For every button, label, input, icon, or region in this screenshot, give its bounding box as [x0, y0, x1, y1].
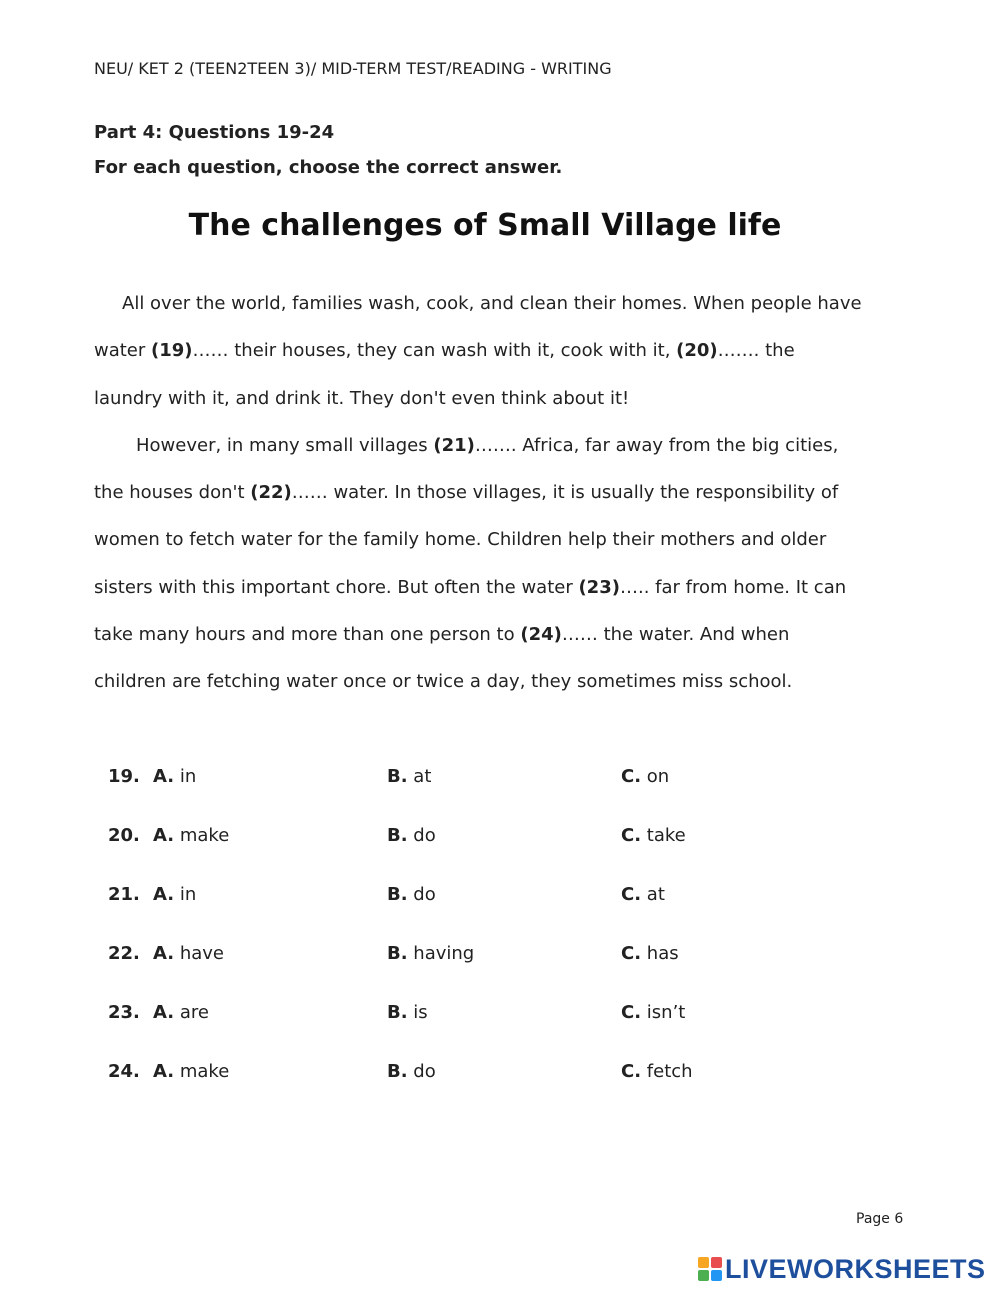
option-a[interactable] [153, 766, 196, 787]
option-text: in [179, 766, 197, 787]
question-row [108, 998, 808, 1057]
gap-19-label: (19) [151, 340, 193, 362]
option-text: make [179, 1061, 230, 1082]
option-b[interactable] [387, 825, 436, 846]
option-text: are [179, 1002, 209, 1023]
option-a[interactable] [153, 884, 196, 905]
option-letter: C. [621, 1061, 642, 1082]
logo-tile [698, 1257, 709, 1268]
question-number: 19. [108, 766, 140, 787]
option-text: on [646, 766, 670, 787]
question-row [108, 1057, 808, 1116]
question-number: 20. [108, 825, 140, 846]
passage-text: ……. the laundry with it, and drink it. They don't even think about it! [94, 340, 795, 409]
question-number: 23. [108, 1002, 140, 1023]
option-a[interactable] [153, 825, 229, 846]
option-text: do [413, 884, 436, 905]
gap-22-label: (22) [250, 482, 292, 504]
option-letter: B. [387, 1002, 408, 1023]
option-letter: B. [387, 766, 408, 787]
option-a[interactable] [153, 943, 224, 964]
option-letter: C. [621, 1002, 642, 1023]
gap-21-label: (21) [433, 434, 475, 456]
option-text: do [413, 825, 436, 846]
logo-tile [698, 1270, 709, 1281]
option-a[interactable] [153, 1002, 209, 1023]
option-text: in [179, 884, 197, 905]
logo-mark-icon [698, 1257, 722, 1281]
option-b[interactable] [387, 943, 474, 964]
option-b[interactable] [387, 1061, 436, 1082]
option-text: having [413, 943, 475, 964]
option-text: do [413, 1061, 436, 1082]
option-a[interactable] [153, 1061, 229, 1082]
option-text: is [413, 1002, 428, 1023]
passage-text: All over the world, families wash, cook, and clean their homes. When people have water [94, 293, 862, 362]
question-row [108, 762, 808, 821]
page-number: Page 6 [856, 1211, 904, 1227]
option-text: make [179, 825, 230, 846]
option-text: isn’t [646, 1002, 686, 1023]
reading-passage [94, 280, 864, 706]
passage-text: …… water. In those villages, it is usually the responsibility of women to fetch water for the family home. Children help their mothers and older sisters with this important chore. But often the water [94, 482, 839, 598]
gap-20-label: (20) [676, 340, 718, 362]
option-text: fetch [646, 1061, 693, 1082]
option-text: at [646, 884, 665, 905]
passage-text: ….. far from home. It can take many hours and more than one person to [94, 576, 847, 646]
option-letter: C. [621, 943, 642, 964]
passage-text: …… their houses, they can wash with it, cook with it, [192, 340, 677, 362]
logo-tile [711, 1257, 722, 1268]
option-letter: B. [387, 884, 408, 905]
question-number: 24. [108, 1061, 140, 1082]
option-letter: B. [387, 1061, 408, 1082]
part-instruction: For each question, choose the correct answer. [94, 157, 563, 178]
gap-23-label: (23) [578, 576, 620, 598]
option-letter: C. [621, 766, 642, 787]
option-c[interactable] [621, 1002, 685, 1023]
passage-paragraph-1 [94, 280, 864, 422]
option-c[interactable] [621, 1061, 693, 1082]
part-title: Part 4: Questions 19-24 [94, 122, 335, 143]
logo-tile [711, 1270, 722, 1281]
option-c[interactable] [621, 884, 665, 905]
passage-text: ……. Africa, far away from the big cities, the houses don't [94, 434, 839, 504]
option-letter: A. [153, 1061, 175, 1082]
option-letter: A. [153, 884, 175, 905]
passage-text: However, in many small villages [136, 434, 434, 456]
option-letter: A. [153, 1002, 175, 1023]
question-row [108, 939, 808, 998]
option-b[interactable] [387, 766, 431, 787]
option-letter: C. [621, 884, 642, 905]
option-text: at [413, 766, 432, 787]
option-letter: A. [153, 943, 175, 964]
option-letter: B. [387, 943, 408, 964]
option-letter: C. [621, 825, 642, 846]
option-c[interactable] [621, 825, 686, 846]
question-row [108, 821, 808, 880]
question-number: 22. [108, 943, 140, 964]
passage-text: …… the water. And when children are fetching water once or twice a day, they sometimes miss school. [94, 624, 793, 693]
gap-24-label: (24) [520, 624, 562, 646]
option-b[interactable] [387, 884, 436, 905]
option-c[interactable] [621, 943, 679, 964]
option-text: take [646, 825, 686, 846]
option-letter: B. [387, 825, 408, 846]
passage-paragraph-2 [94, 422, 864, 706]
option-b[interactable] [387, 1002, 428, 1023]
passage-title: The challenges of Small Village life [188, 208, 782, 243]
answer-options-list [108, 762, 808, 1116]
question-number: 21. [108, 884, 140, 905]
option-text: have [179, 943, 225, 964]
option-letter: A. [153, 766, 175, 787]
logo-text: LIVEWORKSHEETS [725, 1253, 986, 1284]
option-letter: A. [153, 825, 175, 846]
question-row [108, 880, 808, 939]
option-text: has [646, 943, 679, 964]
document-header: NEU/ KET 2 (TEEN2TEEN 3)/ MID-TERM TEST/READING - WRITING [94, 59, 612, 78]
option-c[interactable] [621, 766, 669, 787]
liveworksheets-logo[interactable] [698, 1254, 986, 1284]
